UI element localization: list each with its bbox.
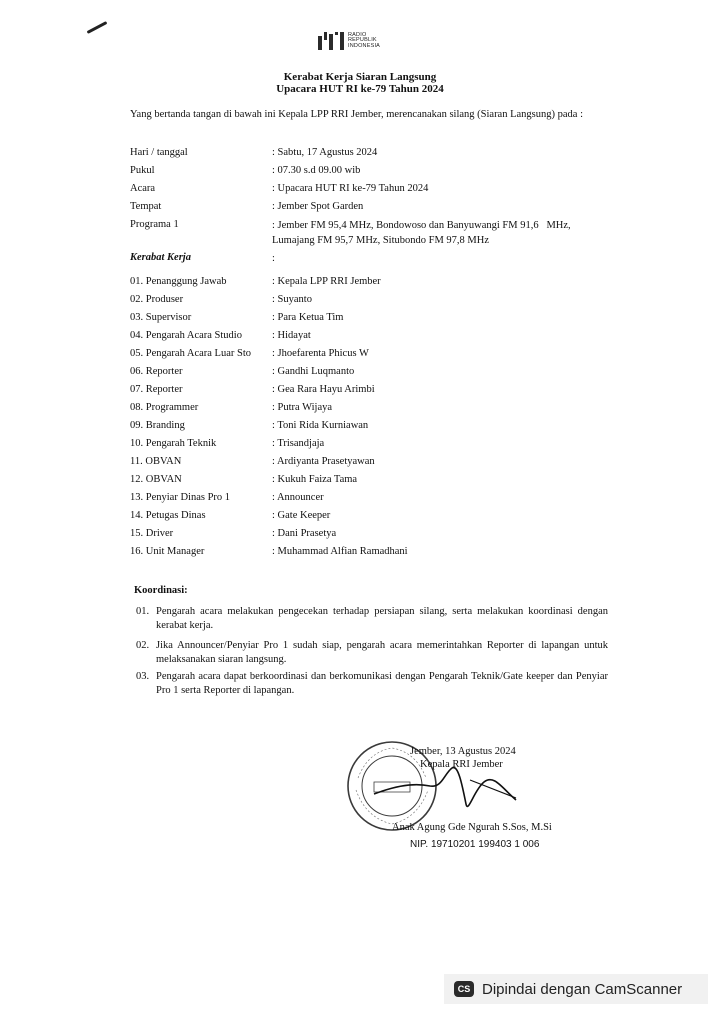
crew-member: : Announcer: [272, 492, 324, 503]
crew-member: : Gandhi Luqmanto: [272, 366, 355, 377]
intro-paragraph: Yang bertanda tangan di bawah ini Kepala LPP RRI Jember, merencanakan silang (Siaran Langsung) pada :: [130, 109, 583, 120]
detail-label: Tempat: [130, 201, 162, 212]
crew-member: : Kukuh Faiza Tama: [272, 474, 358, 485]
koordinasi-number: 02.: [136, 640, 150, 651]
crew-role: 05. Pengarah Acara Luar Sto: [130, 348, 252, 359]
crew-role: 09. Branding: [130, 420, 185, 431]
crew-role: 14. Petugas Dinas: [130, 510, 206, 521]
koordinasi-text: Jika Announcer/Penyiar Pro 1 sudah siap, pengarah acara memerintahkan Reporter di lapangan untuk melaksanakan siaran langsung.: [156, 640, 608, 665]
rri-logo: [318, 32, 380, 50]
koordinasi-text: Pengarah acara melakukan pengecekan terhadap persiapan silang, serta melakukan koordinasi dengan kerabat kerja.: [156, 606, 608, 631]
koordinasi-item: [136, 605, 608, 633]
signature-position: Kepala RRI Jember: [420, 759, 503, 770]
rri-logo-mark: [318, 32, 344, 50]
detail-value: : Jember Spot Garden: [272, 201, 364, 212]
crew-member: : Gate Keeper: [272, 510, 331, 521]
koordinasi-item: [136, 639, 608, 667]
crew-member: : Gea Rara Hayu Arimbi: [272, 384, 375, 395]
detail-label: Programa 1: [130, 219, 179, 230]
crew-role: 08. Programmer: [130, 402, 199, 413]
signatory-nip: NIP. 19710201 199403 1 006: [410, 839, 540, 850]
crew-member: : Ardiyanta Prasetyawan: [272, 456, 375, 467]
crew-member: : Kepala LPP RRI Jember: [272, 276, 381, 287]
camscanner-footer: [444, 974, 708, 1004]
detail-label: Acara: [130, 183, 156, 194]
koordinasi-number: 03.: [136, 671, 150, 682]
koordinasi-text: Pengarah acara dapat berkoordinasi dan berkomunikasi dengan Pengarah Teknik/Gate keeper dan Penyiar Pro 1 serta Reporter di lapangan.: [156, 671, 608, 696]
detail-value: : 07.30 s.d 09.00 wib: [272, 165, 361, 176]
crew-role: 03. Supervisor: [130, 312, 192, 323]
pen-mark: [87, 21, 108, 34]
crew-role: 07. Reporter: [130, 384, 183, 395]
crew-role: 15. Driver: [130, 528, 174, 539]
crew-heading: Kerabat Kerja: [130, 252, 191, 263]
camscanner-icon: CS: [454, 981, 474, 997]
crew-member: : Dani Prasetya: [272, 528, 337, 539]
document-title: Kerabat Kerja Siaran Langsung: [283, 71, 437, 83]
crew-heading-colon: :: [272, 253, 275, 264]
crew-role: 01. Penanggung Jawab: [130, 276, 227, 287]
crew-role: 13. Penyiar Dinas Pro 1: [130, 492, 231, 503]
crew-member: : Toni Rida Kurniawan: [272, 420, 369, 431]
signature-block: [372, 745, 552, 851]
crew-role: 10. Pengarah Teknik: [130, 438, 217, 449]
detail-label: Hari / tanggal: [130, 147, 188, 158]
crew-member: : Hidayat: [272, 330, 311, 341]
crew-role: 12. OBVAN: [130, 474, 182, 485]
crew-member: : Putra Wijaya: [272, 402, 333, 413]
crew-member: : Jhoefarenta Phicus W: [272, 348, 369, 359]
camscanner-text: Dipindai dengan CamScanner: [482, 980, 683, 998]
crew-role: 06. Reporter: [130, 366, 183, 377]
crew-role: 02. Produser: [130, 294, 184, 305]
detail-value: : Jember FM 95,4 MHz, Bondowoso dan Banyuwangi FM 91,6 MHz, Lumajang FM 95,7 MHz, Situbondo FM 97,8 MHz: [272, 220, 571, 246]
rri-logo-text: RADIO REPUBLIK INDONESIA: [348, 31, 381, 49]
koordinasi-item: [136, 670, 608, 698]
crew-role: 04. Pengarah Acara Studio: [130, 330, 242, 341]
crew-member: : Muhammad Alfian Ramadhani: [272, 546, 408, 557]
detail-value: : Upacara HUT RI ke-79 Tahun 2024: [272, 183, 429, 194]
crew-member: : Suyanto: [272, 294, 312, 305]
crew-member: : Trisandjaja: [272, 438, 325, 449]
crew-role: 16. Unit Manager: [130, 546, 205, 557]
detail-value: : Sabtu, 17 Agustus 2024: [272, 147, 378, 158]
koordinasi-number: 01.: [136, 606, 150, 617]
document-subtitle: Upacara HUT RI ke-79 Tahun 2024: [276, 83, 444, 95]
koordinasi-title: Koordinasi:: [134, 585, 188, 596]
signatory-name: Anak Agung Gde Ngurah S.Sos, M.Si: [392, 822, 552, 833]
crew-member: : Para Ketua Tim: [272, 312, 344, 323]
signature-place-date: Jember, 13 Agustus 2024: [410, 746, 516, 757]
detail-label: Pukul: [130, 165, 155, 176]
crew-role: 11. OBVAN: [130, 456, 182, 467]
